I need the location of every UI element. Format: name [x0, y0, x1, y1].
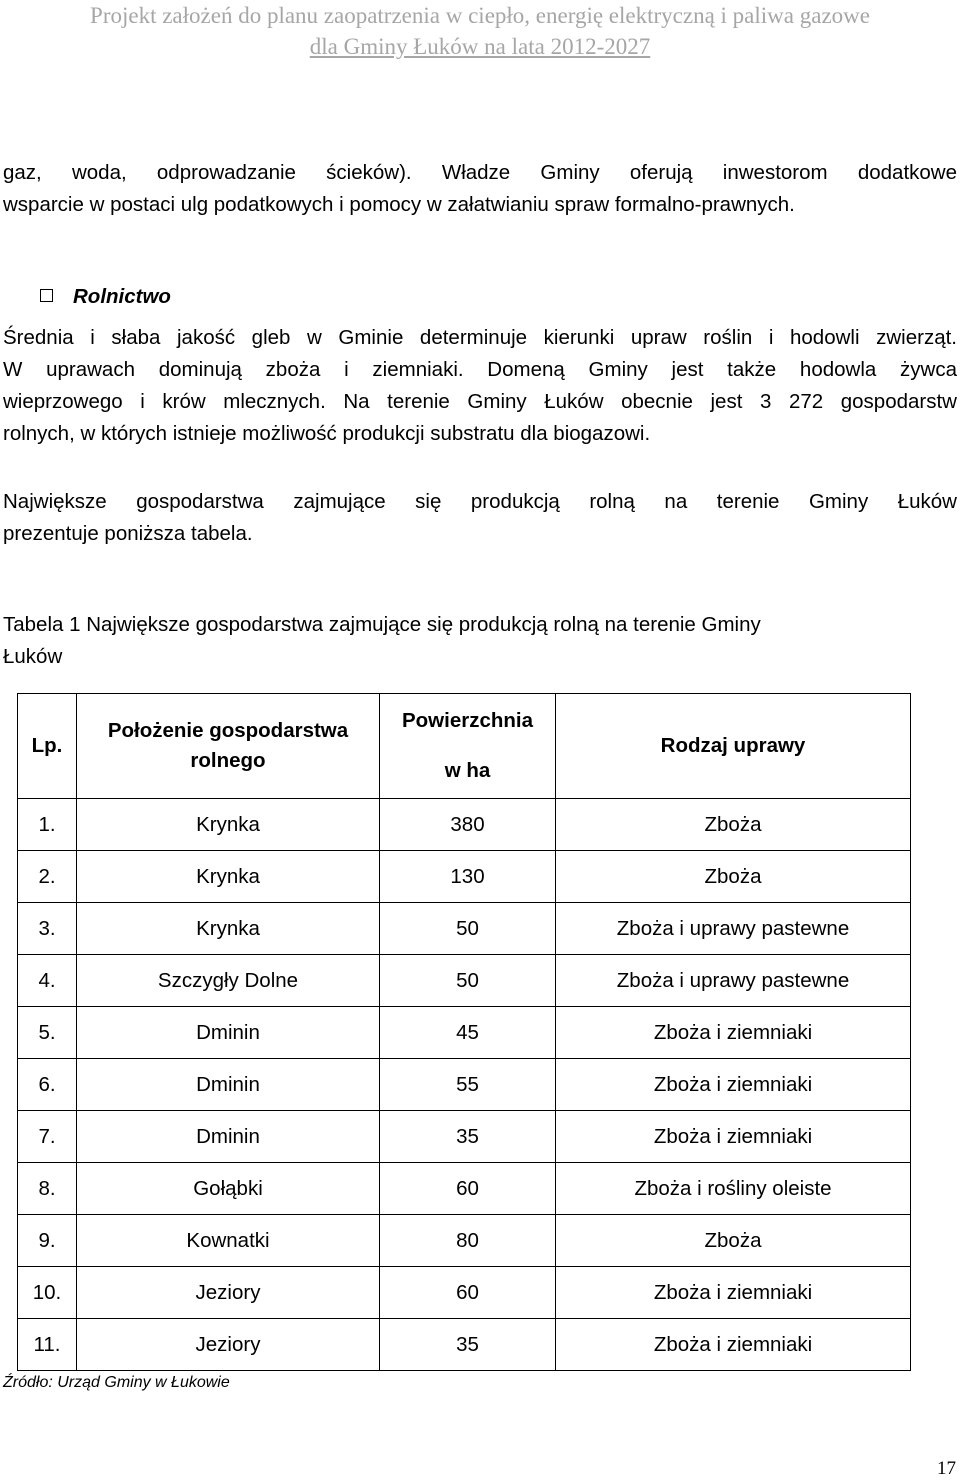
- cell-crop: Zboża i ziemniaki: [556, 1007, 911, 1059]
- table-row: [18, 1267, 911, 1319]
- cell-crop: Zboża i ziemniaki: [556, 1267, 911, 1319]
- cell-crop: Zboża: [556, 851, 911, 903]
- cell-area: 50: [380, 955, 556, 1007]
- table-row: [18, 955, 911, 1007]
- table-row: [18, 1163, 911, 1215]
- header-location-line: Położenie gospodarstwa: [107, 719, 349, 742]
- intro-line: wsparcie w postaci ulg podatkowych i pomocy w załatwianiu spraw formalno-prawnych.: [3, 193, 795, 216]
- table-row: [18, 851, 911, 903]
- cell-location: Dminin: [77, 1111, 380, 1163]
- cell-location: Szczygły Dolne: [77, 955, 380, 1007]
- cell-lp: 9.: [18, 1215, 77, 1267]
- cell-crop: Zboża i rośliny oleiste: [556, 1163, 911, 1215]
- table-row: [18, 1007, 911, 1059]
- cell-lp: 11.: [18, 1319, 77, 1371]
- table-intro-paragraph: [3, 486, 957, 550]
- cell-area: 50: [380, 903, 556, 955]
- cell-area: 380: [380, 799, 556, 851]
- section-title: Rolnictwo: [73, 285, 171, 308]
- cell-crop: Zboża: [556, 799, 911, 851]
- table-row: [18, 903, 911, 955]
- header-location: [77, 694, 380, 799]
- caption-line: Łuków: [3, 645, 63, 668]
- cell-crop: Zboża i ziemniaki: [556, 1111, 911, 1163]
- cell-location: Dminin: [77, 1059, 380, 1111]
- cell-location: Jeziory: [77, 1319, 380, 1371]
- cell-lp: 7.: [18, 1111, 77, 1163]
- cell-crop: Zboża i uprawy pastewne: [556, 955, 911, 1007]
- table-caption: [3, 609, 943, 673]
- cell-area: 35: [380, 1319, 556, 1371]
- cell-crop: Zboża i ziemniaki: [556, 1059, 911, 1111]
- cell-lp: 3.: [18, 903, 77, 955]
- intro-paragraph: [3, 157, 957, 221]
- table-header-row: [18, 694, 911, 799]
- cell-crop: Zboża i ziemniaki: [556, 1319, 911, 1371]
- cell-area: 55: [380, 1059, 556, 1111]
- cell-location: Jeziory: [77, 1267, 380, 1319]
- cell-location: Krynka: [77, 799, 380, 851]
- cell-location: Gołąbki: [77, 1163, 380, 1215]
- cell-crop: Zboża i uprawy pastewne: [556, 903, 911, 955]
- paragraph-line: prezentuje poniższa tabela.: [3, 522, 253, 545]
- cell-lp: 2.: [18, 851, 77, 903]
- intro-line: gaz, woda, odprowadzanie ścieków). Władze Gminy oferują inwestorom dodatkowe: [3, 161, 957, 184]
- cell-location: Kownatki: [77, 1215, 380, 1267]
- caption-line: Tabela 1 Największe gospodarstwa zajmujące się produkcją rolną na terenie Gminy: [3, 613, 761, 636]
- table-row: [18, 1215, 911, 1267]
- header-area-line: Powierzchnia: [401, 709, 533, 732]
- cell-area: 45: [380, 1007, 556, 1059]
- cell-area: 35: [380, 1111, 556, 1163]
- header-line-1: Projekt założeń do planu zaopatrzenia w ciepło, energię elektryczną i paliwa gazowe: [90, 3, 870, 28]
- cell-location: Krynka: [77, 903, 380, 955]
- paragraph-line: wieprzowego i krów mlecznych. Na terenie Gminy Łuków obecnie jest 3 272 gospodarstw: [3, 390, 957, 413]
- paragraph-line: Największe gospodarstwa zajmujące się produkcją rolną na terenie Gminy Łuków: [3, 490, 957, 513]
- section-heading: [40, 282, 171, 312]
- cell-lp: 4.: [18, 955, 77, 1007]
- paragraph-line: W uprawach dominują zboża i ziemniaki. Domeną Gminy jest także hodowla żywca: [3, 358, 957, 381]
- page-number: 17: [937, 1458, 956, 1479]
- paragraph-line: rolnych, w których istnieje możliwość produkcji substratu dla biogazowi.: [3, 422, 651, 445]
- cell-area: 60: [380, 1163, 556, 1215]
- checkbox-bullet-icon: [40, 289, 53, 302]
- cell-lp: 1.: [18, 799, 77, 851]
- cell-area: 130: [380, 851, 556, 903]
- table-row: [18, 1059, 911, 1111]
- cell-lp: 6.: [18, 1059, 77, 1111]
- cell-area: 80: [380, 1215, 556, 1267]
- table-source-note: Źródło: Urząd Gminy w Łukowie: [3, 1374, 230, 1391]
- header-crop: Rodzaj uprawy: [556, 694, 911, 799]
- farms-table: [17, 693, 911, 1371]
- cell-lp: 10.: [18, 1267, 77, 1319]
- cell-crop: Zboża: [556, 1215, 911, 1267]
- cell-area: 60: [380, 1267, 556, 1319]
- header-area-line: w ha: [444, 759, 491, 782]
- cell-location: Dminin: [77, 1007, 380, 1059]
- table-row: [18, 799, 911, 851]
- header-location-line: rolnego: [190, 749, 266, 772]
- cell-lp: 5.: [18, 1007, 77, 1059]
- agriculture-paragraph: [3, 322, 957, 450]
- table-row: [18, 1111, 911, 1163]
- table-row: [18, 1319, 911, 1371]
- document-header: [0, 0, 960, 62]
- header-lp: Lp.: [18, 694, 77, 799]
- header-area: [380, 694, 556, 799]
- header-line-2: dla Gminy Łuków na lata 2012-2027: [309, 34, 651, 59]
- cell-location: Krynka: [77, 851, 380, 903]
- cell-lp: 8.: [18, 1163, 77, 1215]
- paragraph-line: Średnia i słaba jakość gleb w Gminie determinuje kierunki upraw roślin i hodowli zwierząt.: [3, 326, 957, 349]
